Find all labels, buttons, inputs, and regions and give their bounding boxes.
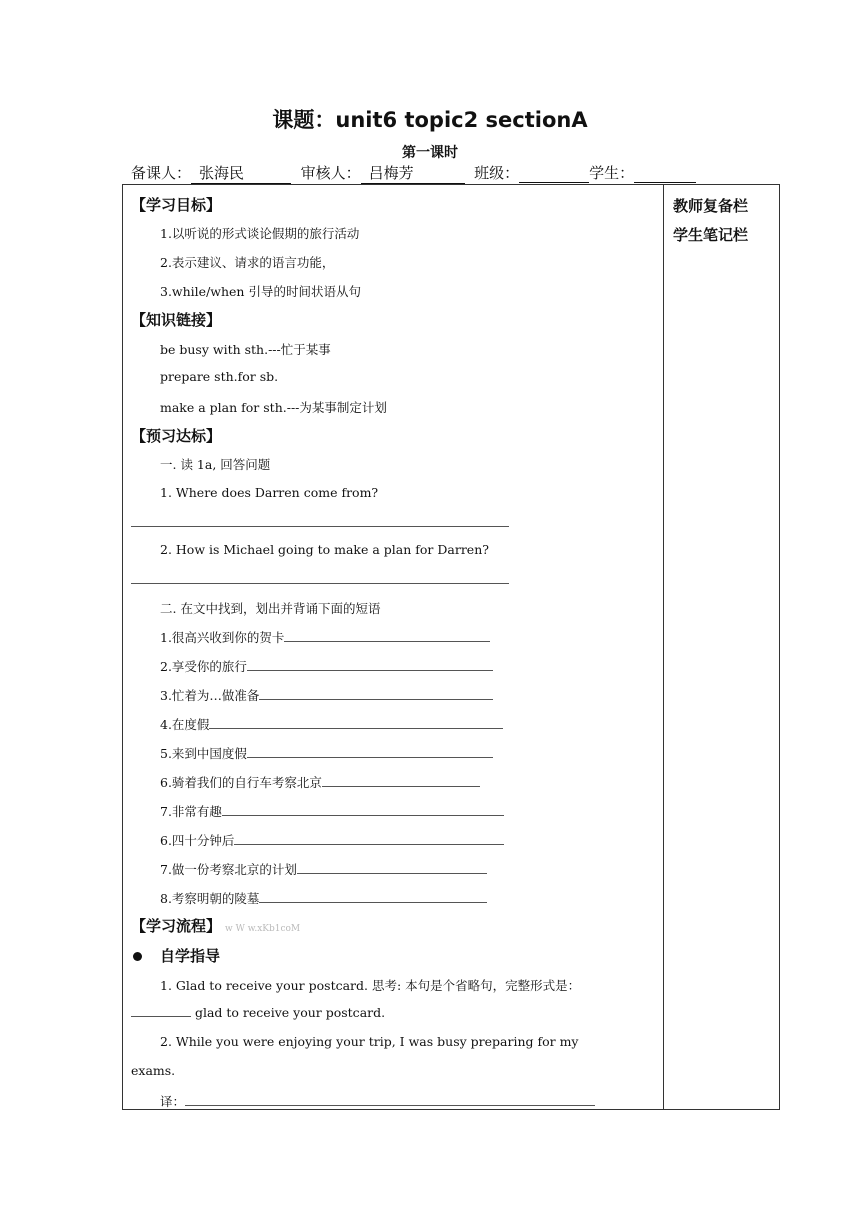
- bullet-icon: [133, 952, 142, 961]
- phrase-item: 7.非常有趣: [160, 802, 504, 820]
- watermark: w W w.xKb1coM: [225, 924, 301, 934]
- phrase-item: 3.忙着为…做准备: [160, 686, 493, 704]
- page-title: 课题：unit6 topic2 sectionA: [272, 108, 588, 132]
- translate-blank[interactable]: [185, 1094, 595, 1106]
- meta-row: [131, 162, 696, 184]
- phrase-item: 5.来到中国度假: [160, 744, 493, 762]
- part2-title: 二. 在文中找到，划出并背诵下面的短语: [160, 601, 381, 616]
- item2-line2: exams.: [131, 1063, 176, 1078]
- goal-item: 3.while/when 引导的时间状语从句: [160, 284, 361, 299]
- goal-item: 1.以听说的形式谈论假期的旅行活动: [160, 226, 360, 241]
- teacher-column-header: 教师复备栏: [673, 197, 749, 215]
- knowledge-item: be busy with sth.---忙于某事: [160, 342, 331, 357]
- preparer-value: 张海民: [191, 162, 291, 184]
- class-label: 班级：: [474, 164, 520, 182]
- item1-line2: glad to receive your postcard.: [131, 1005, 385, 1020]
- worksheet-table: [122, 184, 780, 1110]
- student-column-header: 学生笔记栏: [673, 226, 749, 244]
- phrase-item: 8.考察明朝的陵墓: [160, 889, 487, 907]
- goal-item: 2.表示建议、请求的语言功能，: [160, 255, 335, 270]
- answer-line-1[interactable]: [131, 526, 509, 527]
- reviewer-value: 吕梅芳: [361, 162, 465, 184]
- student-label: 学生：: [589, 164, 635, 182]
- part1-title: 一. 读 1a, 回答问题: [160, 457, 271, 472]
- knowledge-item: prepare sth.for sb.: [160, 369, 279, 384]
- column-divider: [663, 185, 664, 1109]
- knowledge-item: make a plan for sth.---为某事制定计划: [160, 400, 387, 415]
- phrase-item: 6.骑着我们的自行车考察北京: [160, 773, 480, 791]
- phrase-item: 4.在度假: [160, 715, 503, 733]
- student-blank[interactable]: [634, 164, 696, 183]
- lesson-subtitle: 第一课时: [402, 145, 458, 161]
- question-2: 2. How is Michael going to make a plan for Darren?: [160, 542, 489, 557]
- preparer-label: 备课人：: [131, 164, 192, 182]
- question-1: 1. Where does Darren come from?: [160, 485, 379, 500]
- phrase-item: 1.很高兴收到你的贺卡: [160, 628, 490, 646]
- preview-heading: 【预习达标】: [131, 427, 222, 445]
- reviewer-label: 审核人：: [300, 164, 361, 182]
- knowledge-heading: 【知识链接】: [131, 311, 222, 329]
- class-blank[interactable]: [519, 164, 589, 183]
- answer-line-2[interactable]: [131, 583, 509, 584]
- phrase-item: 2.享受你的旅行: [160, 657, 493, 675]
- translate-line: 译：: [160, 1092, 595, 1110]
- item1-line1: 1. Glad to receive your postcard. 思考: 本句是个省略句，完整形式是：: [160, 978, 581, 993]
- self-study-heading: 自学指导: [133, 945, 220, 966]
- phrase-item: 7.做一份考察北京的计划: [160, 860, 487, 878]
- process-heading: 【学习流程】 w W w.xKb1coM: [131, 917, 301, 935]
- item2-line1: 2. While you were enjoying your trip, I was busy preparing for my: [160, 1034, 579, 1049]
- phrase-item: 6.四十分钟后: [160, 831, 504, 849]
- goals-heading: 【学习目标】: [131, 196, 222, 214]
